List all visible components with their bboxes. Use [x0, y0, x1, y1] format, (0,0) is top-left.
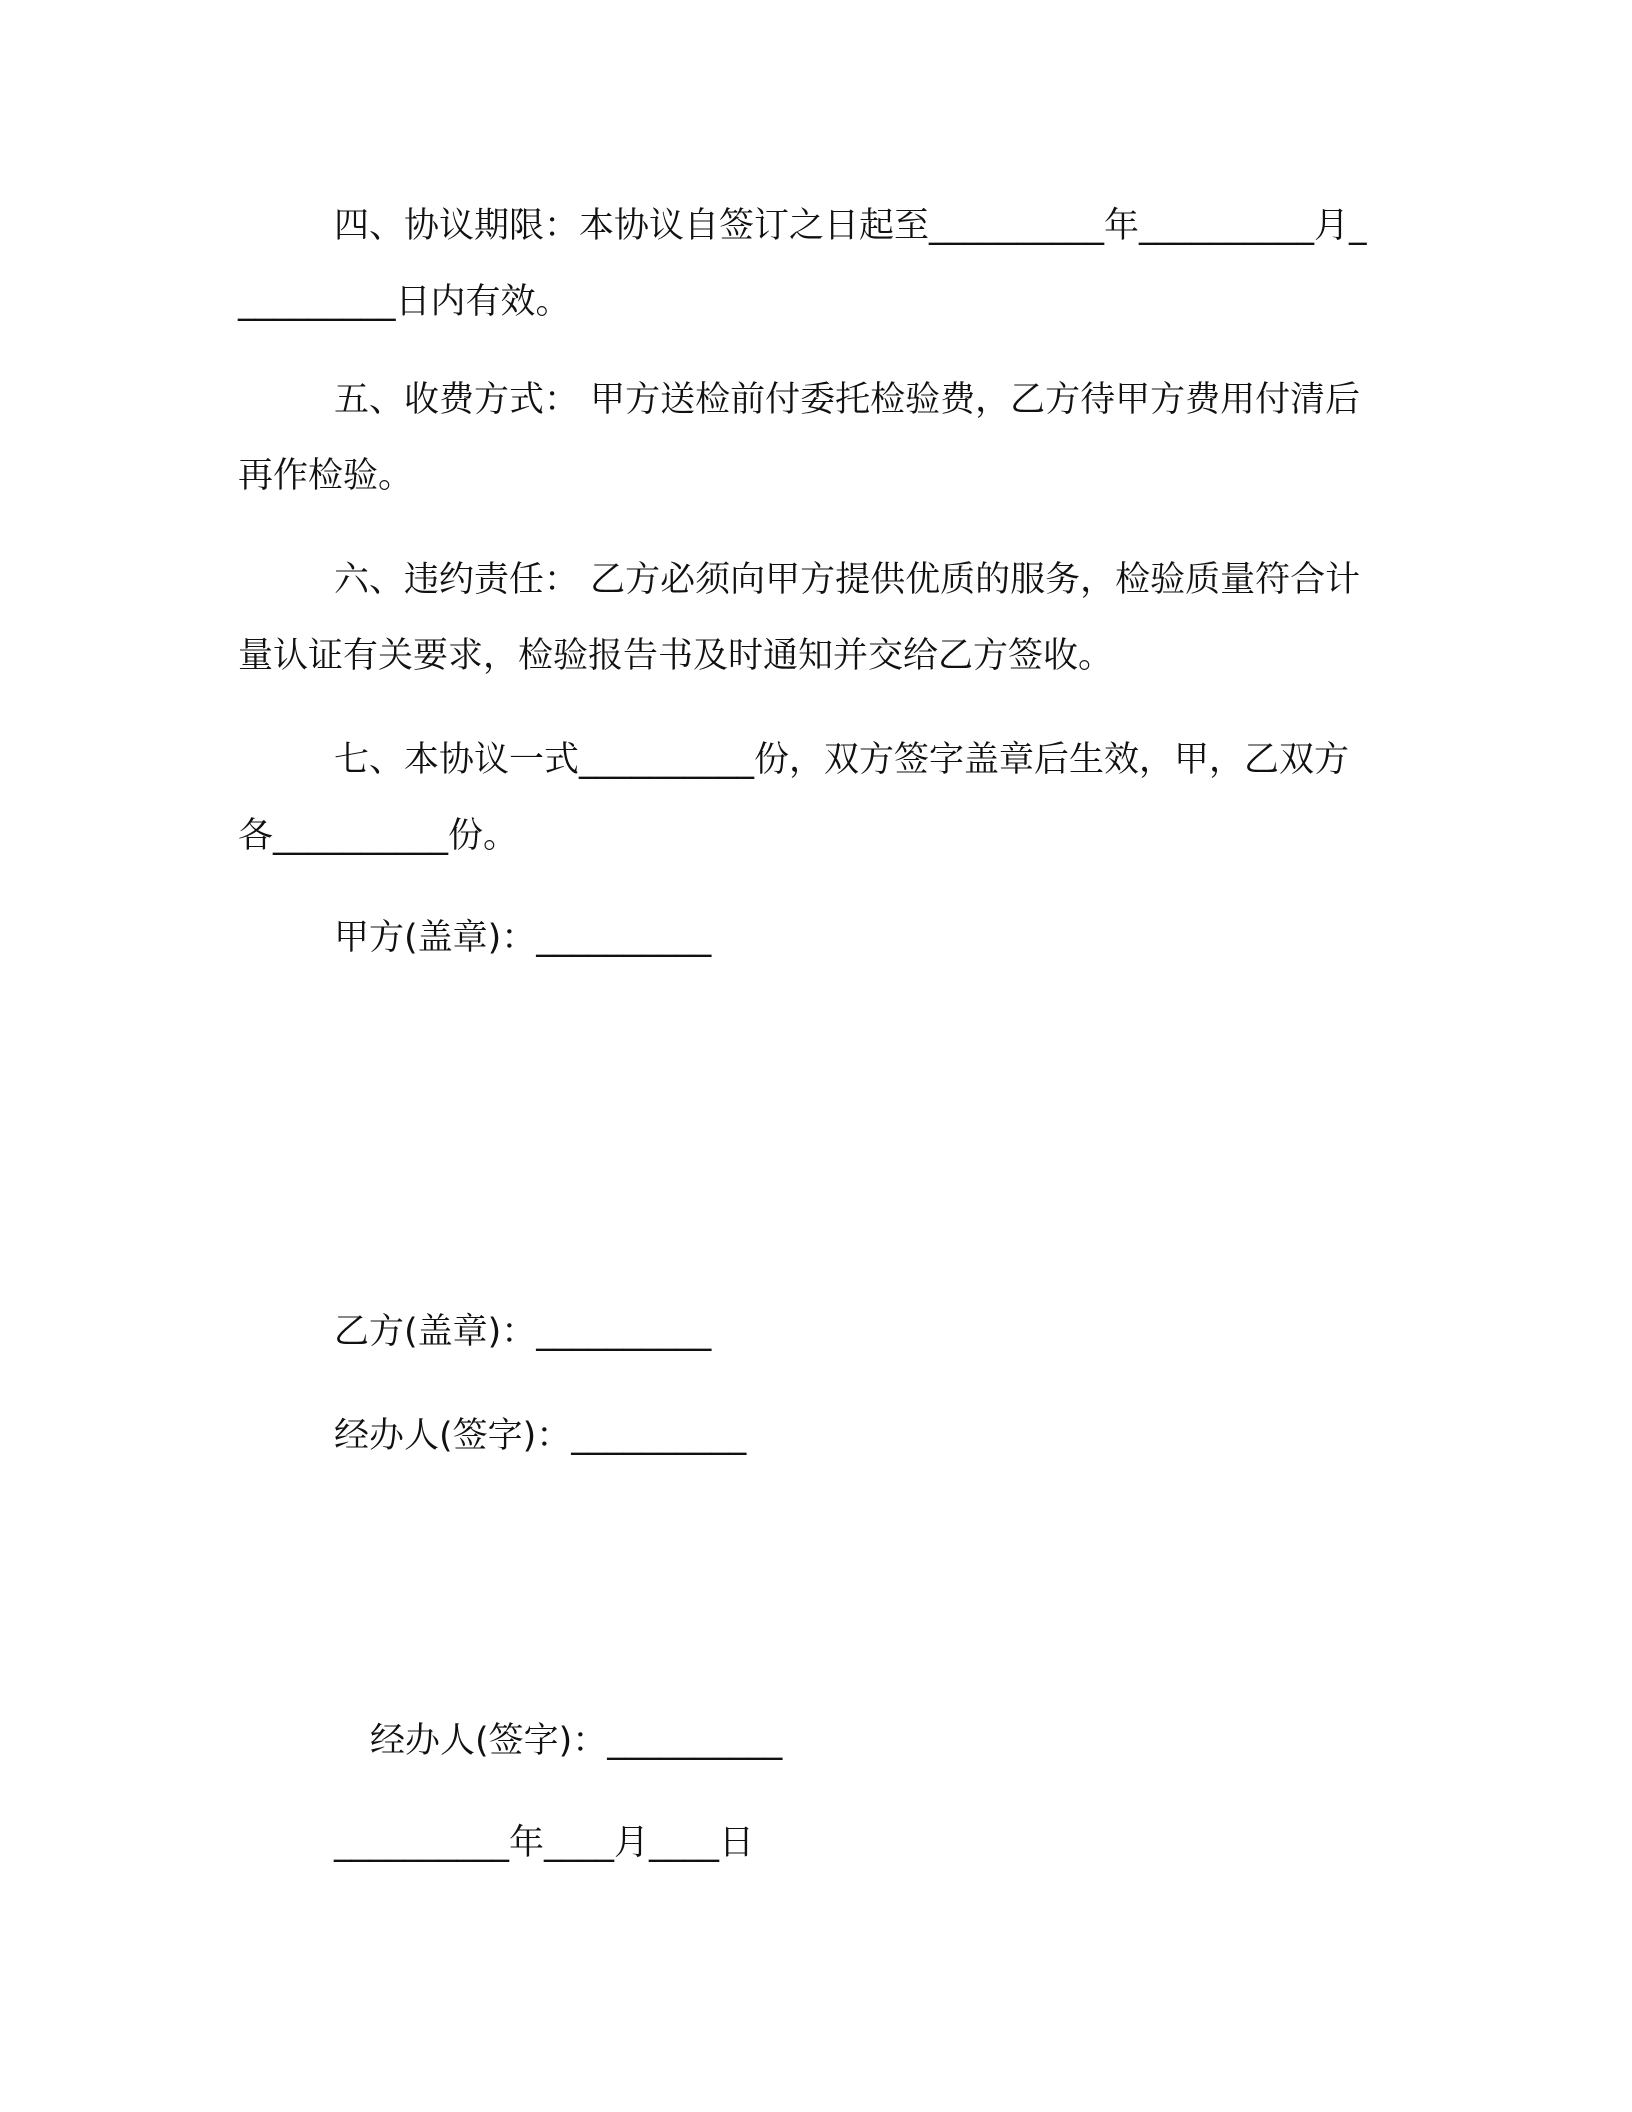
party-b-seal-line: 乙方(盖章)：__________ [334, 1312, 712, 1352]
handler-signature-line: 经办人(签字)：__________ [334, 1416, 747, 1456]
clause-copies: 七、本协议一式__________份，双方签字盖章后生效，甲，乙双方各__________份。 [238, 740, 1350, 856]
date-line: __________年____月____日 [334, 1823, 755, 1863]
clause-payment: 五、收费方式： 甲方送检前付委托检验费，乙方待甲方费用付清后再作检验。 [238, 380, 1361, 496]
party-a-seal-line: 甲方(盖章)：__________ [334, 918, 712, 958]
clause-term: 四、协议期限：本协议自签订之日起至__________年__________月__________日内有效。 [238, 206, 1367, 322]
handler-signature-line-2: 经办人(签字)：__________ [370, 1721, 783, 1761]
clause-liability: 六、违约责任： 乙方必须向甲方提供优质的服务，检验质量符合计量认证有关要求，检验报告书及时通知并交给乙方签收。 [238, 560, 1361, 676]
